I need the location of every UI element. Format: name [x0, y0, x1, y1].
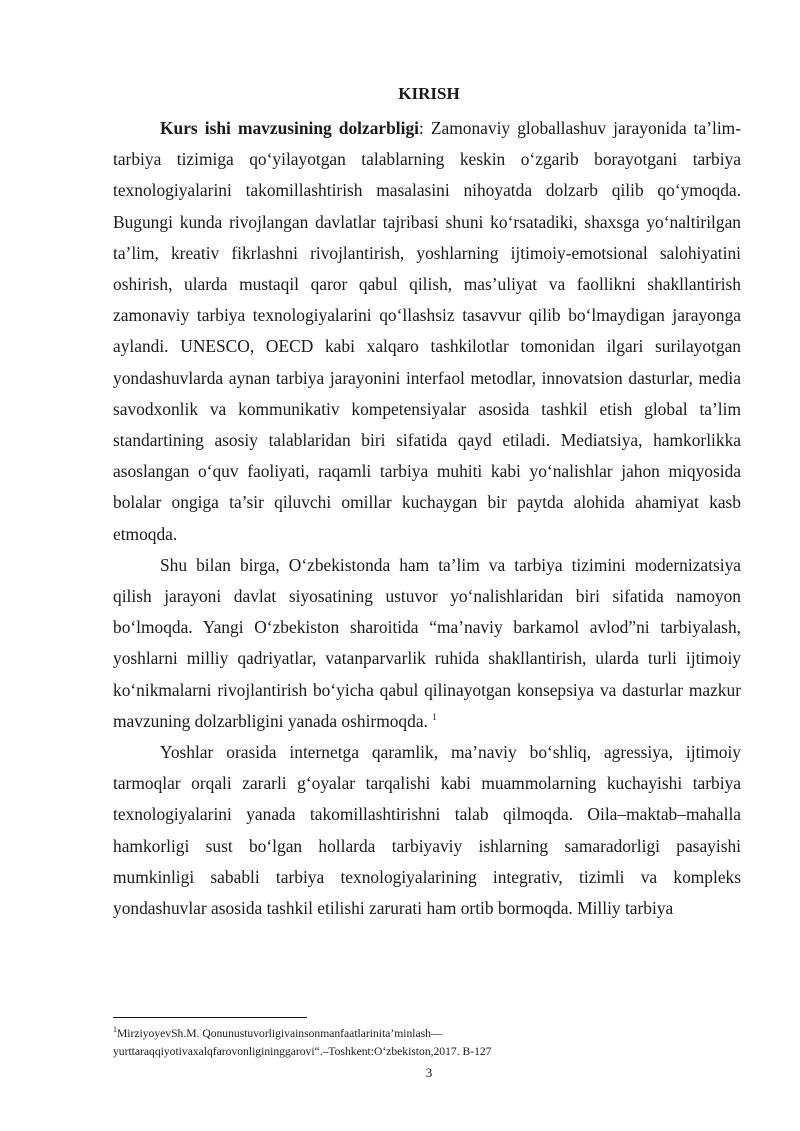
paragraph-text: : Zamonaviy globallashuv jarayonida ta’lim-tarbiya tizimiga qo‘yilayotgan talablarning keskin o‘zgarib borayotgani tarbiya texnologiyalarini takomillashtirish masalasini nihoyatda dolzarb qilib qo‘ymoqda. Bugungi kunda rivojlangan davlatlar tajribasi shuni ko‘rsatadiki, shaxsga yo‘naltirilgan ta’lim, kreativ fikrlashni rivojlantirish, yoshlarning ijtimoiy-emotsional salohiyatini oshirish, ularda mustaqil qaror qabul qilish, mas’uliyat va faollikni shakllantirish zamonaviy tarbiya texnologiyalarini qo‘llashsiz tasavvur qilib bo‘lmaydigan jarayonga aylandi. UNESCO, OECD kabi xalqaro tashkilotlar tomonidan ilgari surilayotgan yondashuvlarda aynan tarbiya jarayonini interfaol metodlar, innovatsion dasturlar, media savodxonlik va kommunikativ kompetensiyalar asosida tashkil etish global ta’lim standartining asosiy talablaridan biri sifatida qayd etiladi. Mediatsiya, hamkorlikka asoslangan o‘quv faoliyati, raqamli tarbiya muhiti kabi yo‘nalishlar jahon miqyosida bolalar ongiga ta’sir qiluvchi omillar kuchaygan bir paytda alohida ahamiyat kasb etmoqda. [113, 118, 741, 544]
paragraph-text: Yoshlar orasida internetga qaramlik, ma’naviy bo‘shliq, agressiya, ijtimoiy tarmoqlar orqali zararli g‘oyalar tarqalishi kabi muammolarning kuchayishi tarbiya texnologiyalarini yanada takomillashtirishni talab qilmoqda. Oila–maktab–mahalla hamkorligi sust bo‘lgan hollarda tarbiyaviy ishlarning samaradorligi pasayishi mumkinligi sababli tarbiya texnologiyalarining integrativ, tizimli va kompleks yondashuvlar asosida tashkil etilishi zarurati ham ortib bormoqda. Milliy tarbiya [113, 742, 741, 919]
body-text [113, 113, 741, 924]
page-number: 3 [425, 1065, 433, 1080]
page-heading: KIRISH [398, 84, 460, 103]
footnote-text: MirziyoyevSh.M. Qonunustuvorligivainsonmanfaatlarinita’minlash— [117, 1026, 443, 1040]
paragraph-3 [113, 737, 741, 924]
footnote [113, 1021, 741, 1061]
footnote-line-2: yurttaraqqiyotivaxalqfarovonligininggarovi“.–Toshkent:O‘zbekiston,2017. B-127 [113, 1044, 492, 1058]
paragraph-text: Shu bilan birga, O‘zbekistonda ham ta’lim va tarbiya tizimini modernizatsiya qilish jarayoni davlat siyosatining ustuvor yo‘nalishlaridan biri sifatida namoyon bo‘lmoqda. Yangi O‘zbekiston sharoitida “ma’naviy barkamol avlod”ni tarbiyalash, yoshlarni milliy qadriyatlar, vatanparvarlik ruhida shakllantirish, ularda turli ijtimoiy ko‘nikmalarni rivojlantirish bo‘yicha qabul qilinayotgan konsepsiya va dasturlar mazkur mavzuning dolzarbligini yanada oshirmoqda. [113, 554, 741, 731]
paragraph-2 [113, 550, 741, 737]
footnote-mark: 1 [113, 1025, 117, 1034]
footnote-line-1 [113, 1021, 741, 1043]
paragraph-lead: Kurs ishi mavzusining dolzarbligi [160, 118, 419, 138]
footnote-reference[interactable]: 1 [432, 712, 437, 723]
paragraph-1 [113, 113, 741, 550]
footnote-divider [113, 1017, 307, 1018]
